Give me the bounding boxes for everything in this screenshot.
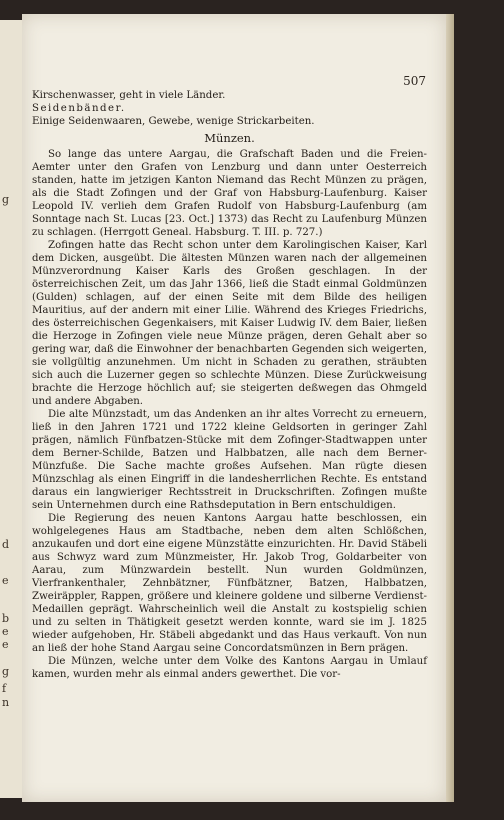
paragraph: Zofingen hatte das Recht schon unter dem Karolingischen Kaiser, Karl dem Dicken, ausgeübt. Die ältesten Münzen waren nach der allgemeinen Münzverordnung Kaiser Karls des Großen geschlagen. In der österreichischen Zeit, um das Jahr 1366, ließ die Stadt einmal Goldmünzen (Gulden) schlagen, auf der einen Seite mit dem Bilde des heiligen Mauritius, auf der andern mit einer Lilie. Während des Krieges Friedrichs, des österreichischen Gegenkaisers, mit Kaiser Ludwig IV. dem Baier, ließen die Herzoge in Zofingen viele neue Münze prägen, deren Gehalt aber so gering war, daß die Einwohner der benachbarten Gegenden sich weigerten, sie vollgültig anzunehmen. Um nicht in Schaden zu gerathen, sträubten sich auch die Luzerner gegen so schlechte Münzen. Diese Zurückweisung brachte die Herzoge höchlich auf; sie steigerten deßwegen das Ohmgeld und andere Abgaben. [32, 240, 427, 407]
margin-fragment: e [2, 574, 9, 587]
margin-fragment: e [2, 638, 9, 651]
paragraph: Die Regierung des neuen Kantons Aargau hatte beschlossen, ein wohlgelegenes Haus am Stadtbache, neben dem alten Schlößchen, anzukaufen und dort eine eigene Münzstätte einzurichten. Hr. David Stäbeli aus Schwyz ward zum Münzmeister, Hr. Jakob Trog, Goldarbeiter von Aarau, zum Münzwardein bestellt. Nun wurden Goldmünzen, Vierfrankenthaler, Zehnbätzner, Fünfbätzner, Batzen, Halbbatzen, Zweiräppler, Rappen, größere und kleinere goldene und silberne Verdienst-Medaillen geprägt. Wahrscheinlich weil die Anstalt zu kostspielig schien und zu selten in Thätigkeit gesetzt werden konnte, ward sie im J. 1825 wieder aufgehoben, Hr. Stäbeli abgedankt und das Haus verkauft. Von nun an ließ der hohe Stand Aargau seine Concordatsmünzen in Bern prägen. [32, 513, 427, 654]
previous-page-edge [0, 20, 23, 798]
book-page [22, 14, 446, 802]
intro-line: Seidenbänder. [32, 103, 126, 114]
margin-fragment: d [2, 538, 10, 551]
margin-fragment: g [2, 193, 10, 206]
page-text [32, 89, 427, 681]
margin-fragment: f [2, 682, 7, 695]
paragraph: Die alte Münzstadt, um das Andenken an ihr altes Vorrecht zu erneuern, ließ in den Jahren 1721 und 1722 kleine Geldsorten in geringer Zahl prägen, nämlich Fünfbatzen-Stücke mit dem Zofinger-Stadtwappen unter dem Berner-Schilde, Batzen und Halbbatzen, alle nach dem Berner-Münzfuße. Die Sache machte großes Aufsehen. Man rügte diesen Münzschlag als einen Eingriff in die landesherrlichen Rechte. Es entstand daraus ein langwieriger Rechtsstreit in Druckschriften. Zofingen mußte sein Unternehmen durch eine Rathsdeputation in Bern entschuldigen. [32, 409, 427, 511]
section-heading: Münzen. [204, 131, 255, 145]
paragraph: Die Münzen, welche unter dem Volke des Kantons Aargau in Umlauf kamen, wurden mehr als einmal anders gewerthet. Die vor- [32, 656, 427, 680]
margin-fragment: n [2, 696, 10, 709]
page-number: 507 [403, 74, 426, 88]
intro-line: Einige Seidenwaaren, Gewebe, wenige Strickarbeiten. [32, 116, 315, 127]
page-edge [446, 14, 454, 802]
margin-fragment: b [2, 612, 10, 625]
intro-line: Kirschenwasser, geht in viele Länder. [32, 90, 226, 101]
margin-fragment: e [2, 625, 9, 638]
margin-fragment: g [2, 665, 10, 678]
paragraph: So lange das untere Aargau, die Grafschaft Baden und die Freien-Aemter unter den Grafen von Lenzburg und dann unter Oesterreich standen, hatte im jetzigen Kanton Niemand das Recht Münzen zu prägen, als die Stadt Zofingen und der Graf von Habsburg-Laufenburg. Kaiser Leopold IV. verlieh dem Grafen Rudolf von Habsburg-Laufenburg (am Sonntage nach St. Lucas [23. Oct.] 1373) das Recht zu Laufenburg Münzen zu schlagen. (Herrgott Geneal. Habsburg. T. III. p. 727.) [32, 149, 427, 238]
